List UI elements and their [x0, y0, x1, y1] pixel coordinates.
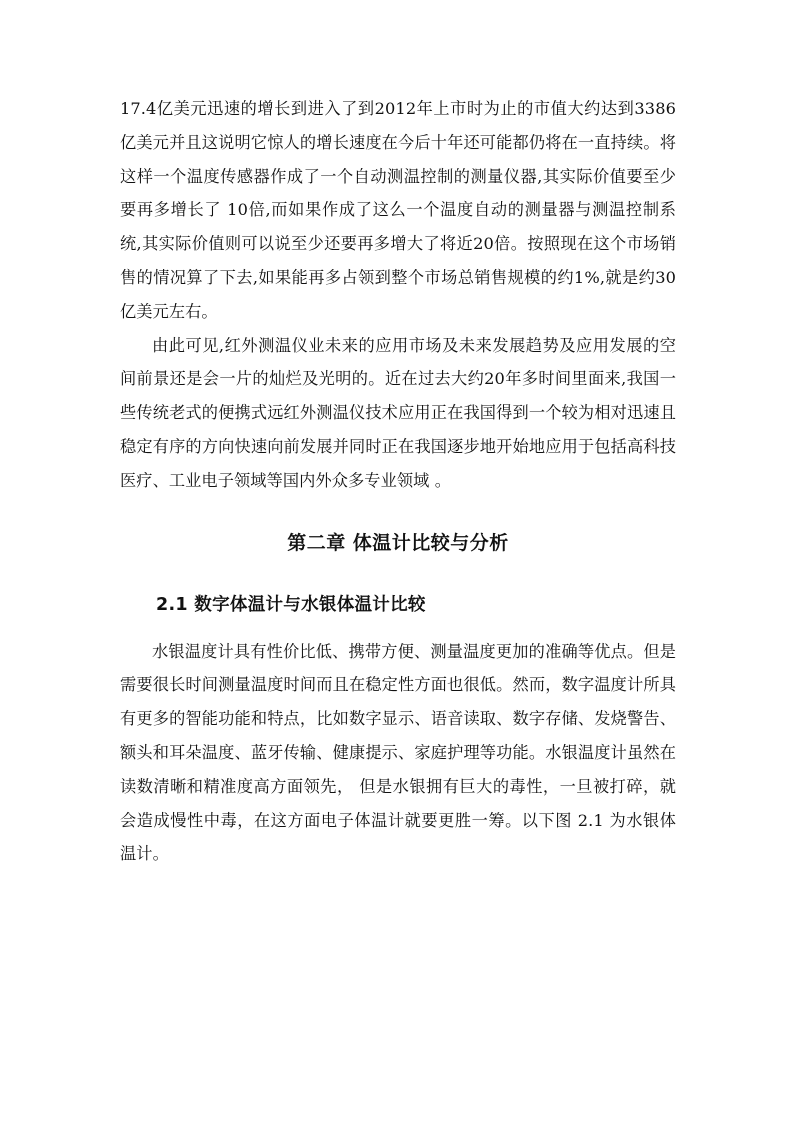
body-paragraph-infrared-outlook: 由此可见,红外测温仪业未来的应用市场及未来发展趋势及应用发展的空间前景还是会一片的灿烂及光明的。近在过去大约20年多时间里面来,我国一些传统老式的便携式远红外测温仪技术应用正在我国得到一个较为相对迅速且稳定有序的方向快速向前发展并同时正在我国逐步地开始地应用于包括高科技医疗、工业电子领域等国内外众多专业领域 。: [120, 335, 676, 490]
page-content: [120, 92, 676, 871]
body-paragraph-market-growth: 17.4亿美元迅速的增长到进入了到2012年上市时为止的市值大约达到3386亿美元并且这说明它惊人的增长速度在今后十年还可能都仍将在一直持续。将这样一个温度传感器作成了一个自动测温控制的测量仪器,其实际价值要至少要再多增长了 10倍,而如果作成了这么一个温度自动的测量器与测温控制系统,其实际价值则可以说至少还要再多增大了将近20倍。按照现在这个市场销售的情况算了下去,如果能再多占领到整个市场总销售规模的约1%,就是约30亿美元左右。: [120, 99, 676, 321]
chapter-title: 第二章 体温计比较与分析: [287, 531, 509, 554]
body-paragraph-thermometer-comparison: 水银温度计具有性价比低、携带方便、测量温度更加的准确等优点。但是需要很长时间测量温度时间而且在稳定性方面也很低。然而，数字温度计所具有更多的智能功能和特点，比如数字显示、语音读取、数字存储、发烧警告、额头和耳朵温度、蓝牙传输、健康提示、家庭护理等功能。水银温度计虽然在读数清晰和精准度高方面领先， 但是水银拥有巨大的毒性，一旦被打碎，就会造成慢性中毒，在这方面电子体温计就要更胜一筹。以下图 2.1 为水银体温计。: [120, 641, 676, 864]
section-title: 2.1 数字体温计与水银体温计比较: [156, 594, 426, 615]
